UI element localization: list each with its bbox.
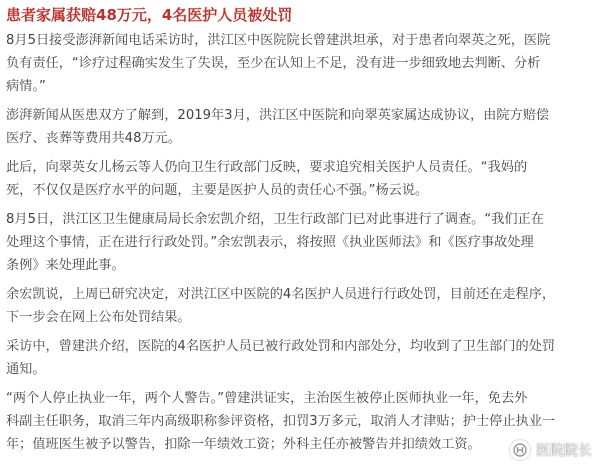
watermark-text: 医院院长 (536, 443, 592, 459)
logo-icon (510, 440, 530, 460)
article-line: 澎湃新闻从医患双方了解到，2019年3月，洪江区中医院和向翠英家属达成协议，由院方赔偿 (6, 108, 550, 123)
article-line: 条例》来处理此事。 (6, 258, 125, 273)
article-line: 余宏凯说，上周已研究决定，对洪江区中医院的4名医护人员进行行政处罚，目前还在走程序， (6, 287, 556, 302)
article-line: 负有责任，“诊疗过程确实发生了失误，至少在认知上不足，没有进一步细致地去判断、分析 (6, 56, 541, 71)
article-line: 死，不仅仅是医疗水平的问题，主要是医护人员的责任心不强。”杨云说。 (6, 183, 429, 198)
article-line: 处理这个事情，正在进行行政处罚。”余宏凯表示，将按照《执业医师法》和《医疗事故处理 (6, 235, 534, 250)
article-line: “两个人停止执业一年，两个人警告。”曾建洪证实，主治医生被停止医师执业一年，免去外 (6, 391, 528, 406)
article-line: 此后，向翠英女儿杨云等人仍向卫生行政部门反映，要求追究相关医护人员责任。“我妈的 (6, 160, 528, 175)
article-line: 8月5日，洪江区卫生健康局局长余宏凯介绍，卫生行政部门已对此事进行了调查。“我们正在 (6, 212, 544, 227)
watermark (510, 440, 592, 460)
article-line: 年；值班医生被予以警告，扣除一年绩效工资；外科主任亦被警告并扣绩效工资。 (6, 437, 481, 452)
article-line: 8月5日接受澎湃新闻电话采访时，洪江区中医院院长曾建洪坦承，对于患者向翠英之死，医院 (6, 33, 551, 48)
article-line: 医疗、丧葬等费用共48万元。 (6, 131, 182, 146)
article-line: 通知。 (6, 362, 46, 377)
article-line: 科副主任职务，取消三年内高级职称参评资格，扣罚3万多元，取消人才津贴；护士停止执业一 (6, 414, 556, 429)
article-line: 下一步会在网上公布处罚结果。 (6, 310, 191, 325)
article-line: 采访中，曾建洪介绍，医院的4名医护人员已被行政处罚和内部处分，均收到了卫生部门的处罚 (6, 339, 556, 354)
article-headline: 患者家属获赔48万元，4名医护人员被处罚 (6, 6, 293, 24)
article-line: 病情。” (6, 79, 46, 94)
